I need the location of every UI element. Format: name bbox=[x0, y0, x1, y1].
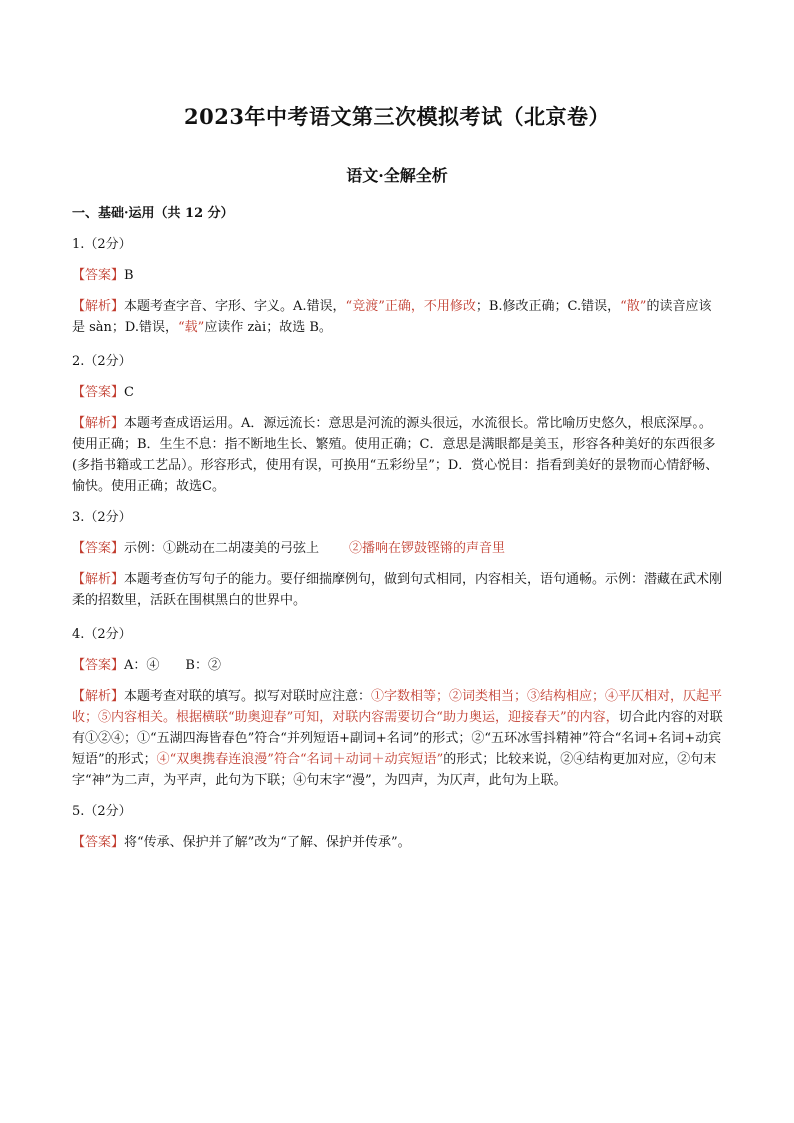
answer-line bbox=[72, 832, 724, 853]
answer-line bbox=[72, 382, 724, 403]
question-number: 1.（2分） bbox=[72, 237, 132, 252]
analysis-text: 应读作 zài；故选 B。 bbox=[204, 320, 332, 335]
highlight-text: “散” bbox=[620, 299, 647, 314]
analysis-paragraph bbox=[72, 686, 724, 791]
analysis-text: 本题考查对联的填写。拟写对联时应注意： bbox=[124, 689, 372, 704]
analysis-text: 本题考查字音、字形、字义。A.错误， bbox=[124, 299, 346, 314]
highlight-text: “载” bbox=[178, 320, 205, 335]
analysis-text: 本题考查仿写句子的能力。要仔细揣摩例句，做到句式相同，内容相关，语句通畅。示例：潜藏在武术刚柔的招数里，活跃在围棋黑白的世界中。 bbox=[72, 572, 723, 608]
answer-line bbox=[72, 538, 724, 559]
highlight-text: ①字数相等；②词类相当；③结构相应；④平仄相对，仄起平收；⑤内容相关。根据横联“助奥迎春”可知，对联内容需要切合“助力奥运，迎接春天”的内容， bbox=[72, 689, 723, 725]
answer-value: 将“传承、保护并了解”改为“了解、保护并传承”。 bbox=[124, 835, 411, 850]
answer-tag: 【答案】 bbox=[72, 835, 125, 850]
answer-value-highlight: ②播响在锣鼓铿锵的声音里 bbox=[349, 541, 506, 556]
analysis-paragraph bbox=[72, 413, 724, 497]
page-title: 2023年中考语文第三次模拟考试（北京卷） bbox=[184, 104, 610, 129]
answer-value: A：④ B：② bbox=[124, 658, 221, 673]
page-subtitle: 语文·全解全析 bbox=[346, 166, 448, 185]
answer-line bbox=[72, 265, 724, 286]
analysis-text: 的读音应该是 sàn；D.错误， bbox=[72, 299, 712, 335]
answer-value: B bbox=[124, 268, 134, 283]
answer-tag: 【答案】 bbox=[72, 658, 125, 673]
question-number: 3.（2分） bbox=[72, 510, 132, 525]
analysis-tag: 【解析】 bbox=[72, 689, 125, 704]
highlight-text: “竞渡”正确，不用修改 bbox=[345, 299, 476, 314]
question-number: 2.（2分） bbox=[72, 354, 132, 369]
question-number: 5.（2分） bbox=[72, 804, 132, 819]
analysis-paragraph bbox=[72, 569, 724, 611]
answer-tag: 【答案】 bbox=[72, 541, 125, 556]
analysis-tag: 【解析】 bbox=[72, 416, 125, 431]
analysis-text: 切合此内容的对联有①②④；①“五湖四海皆春色”符合“并列短语+副词+名词”的形式；②“五环冰雪抖精神”符合“名词+名词+动宾短语”的形式； bbox=[72, 710, 723, 767]
answer-value: 示例：①跳动在二胡凄美的弓弦上 bbox=[124, 541, 320, 556]
analysis-text: ；B.修改正确；C.错误， bbox=[475, 299, 621, 314]
answer-line bbox=[72, 655, 724, 676]
highlight-text: ④“双奥携春连浪漫”符合“名词＋动词＋动宾短语” bbox=[156, 752, 444, 767]
section-heading: 一、基础·运用（共 12 分） bbox=[72, 206, 234, 221]
analysis-text: 的形式；比较来说，②④结构更加对应，②句末字“神”为二声，为平声，此句为下联；④句末字“漫”，为四声，为仄声，此句为上联。 bbox=[72, 752, 717, 788]
document-body bbox=[72, 203, 724, 853]
answer-tag: 【答案】 bbox=[72, 268, 125, 283]
analysis-text: 本题考查成语运用。A．源远流长：意思是河流的源头很远，水流很长。常比喻历史悠久，根底深厚。。使用正确；B．生生不息：指不断地生长、繁殖。使用正确；C．意思是满眼都是美玉，形容各种美好的东西很多(多指书籍或工艺品）。形容形式，使用有误，可换用“五彩纷呈”；D．赏心悦目：指看到美好的景物而心情舒畅、愉快。使用正确；故选C。 bbox=[72, 416, 719, 494]
question-number: 4.（2分） bbox=[72, 627, 132, 642]
answer-value: C bbox=[124, 385, 134, 400]
analysis-tag: 【解析】 bbox=[72, 572, 125, 587]
answer-tag: 【答案】 bbox=[72, 385, 125, 400]
analysis-paragraph bbox=[72, 296, 724, 338]
analysis-tag: 【解析】 bbox=[72, 299, 125, 314]
